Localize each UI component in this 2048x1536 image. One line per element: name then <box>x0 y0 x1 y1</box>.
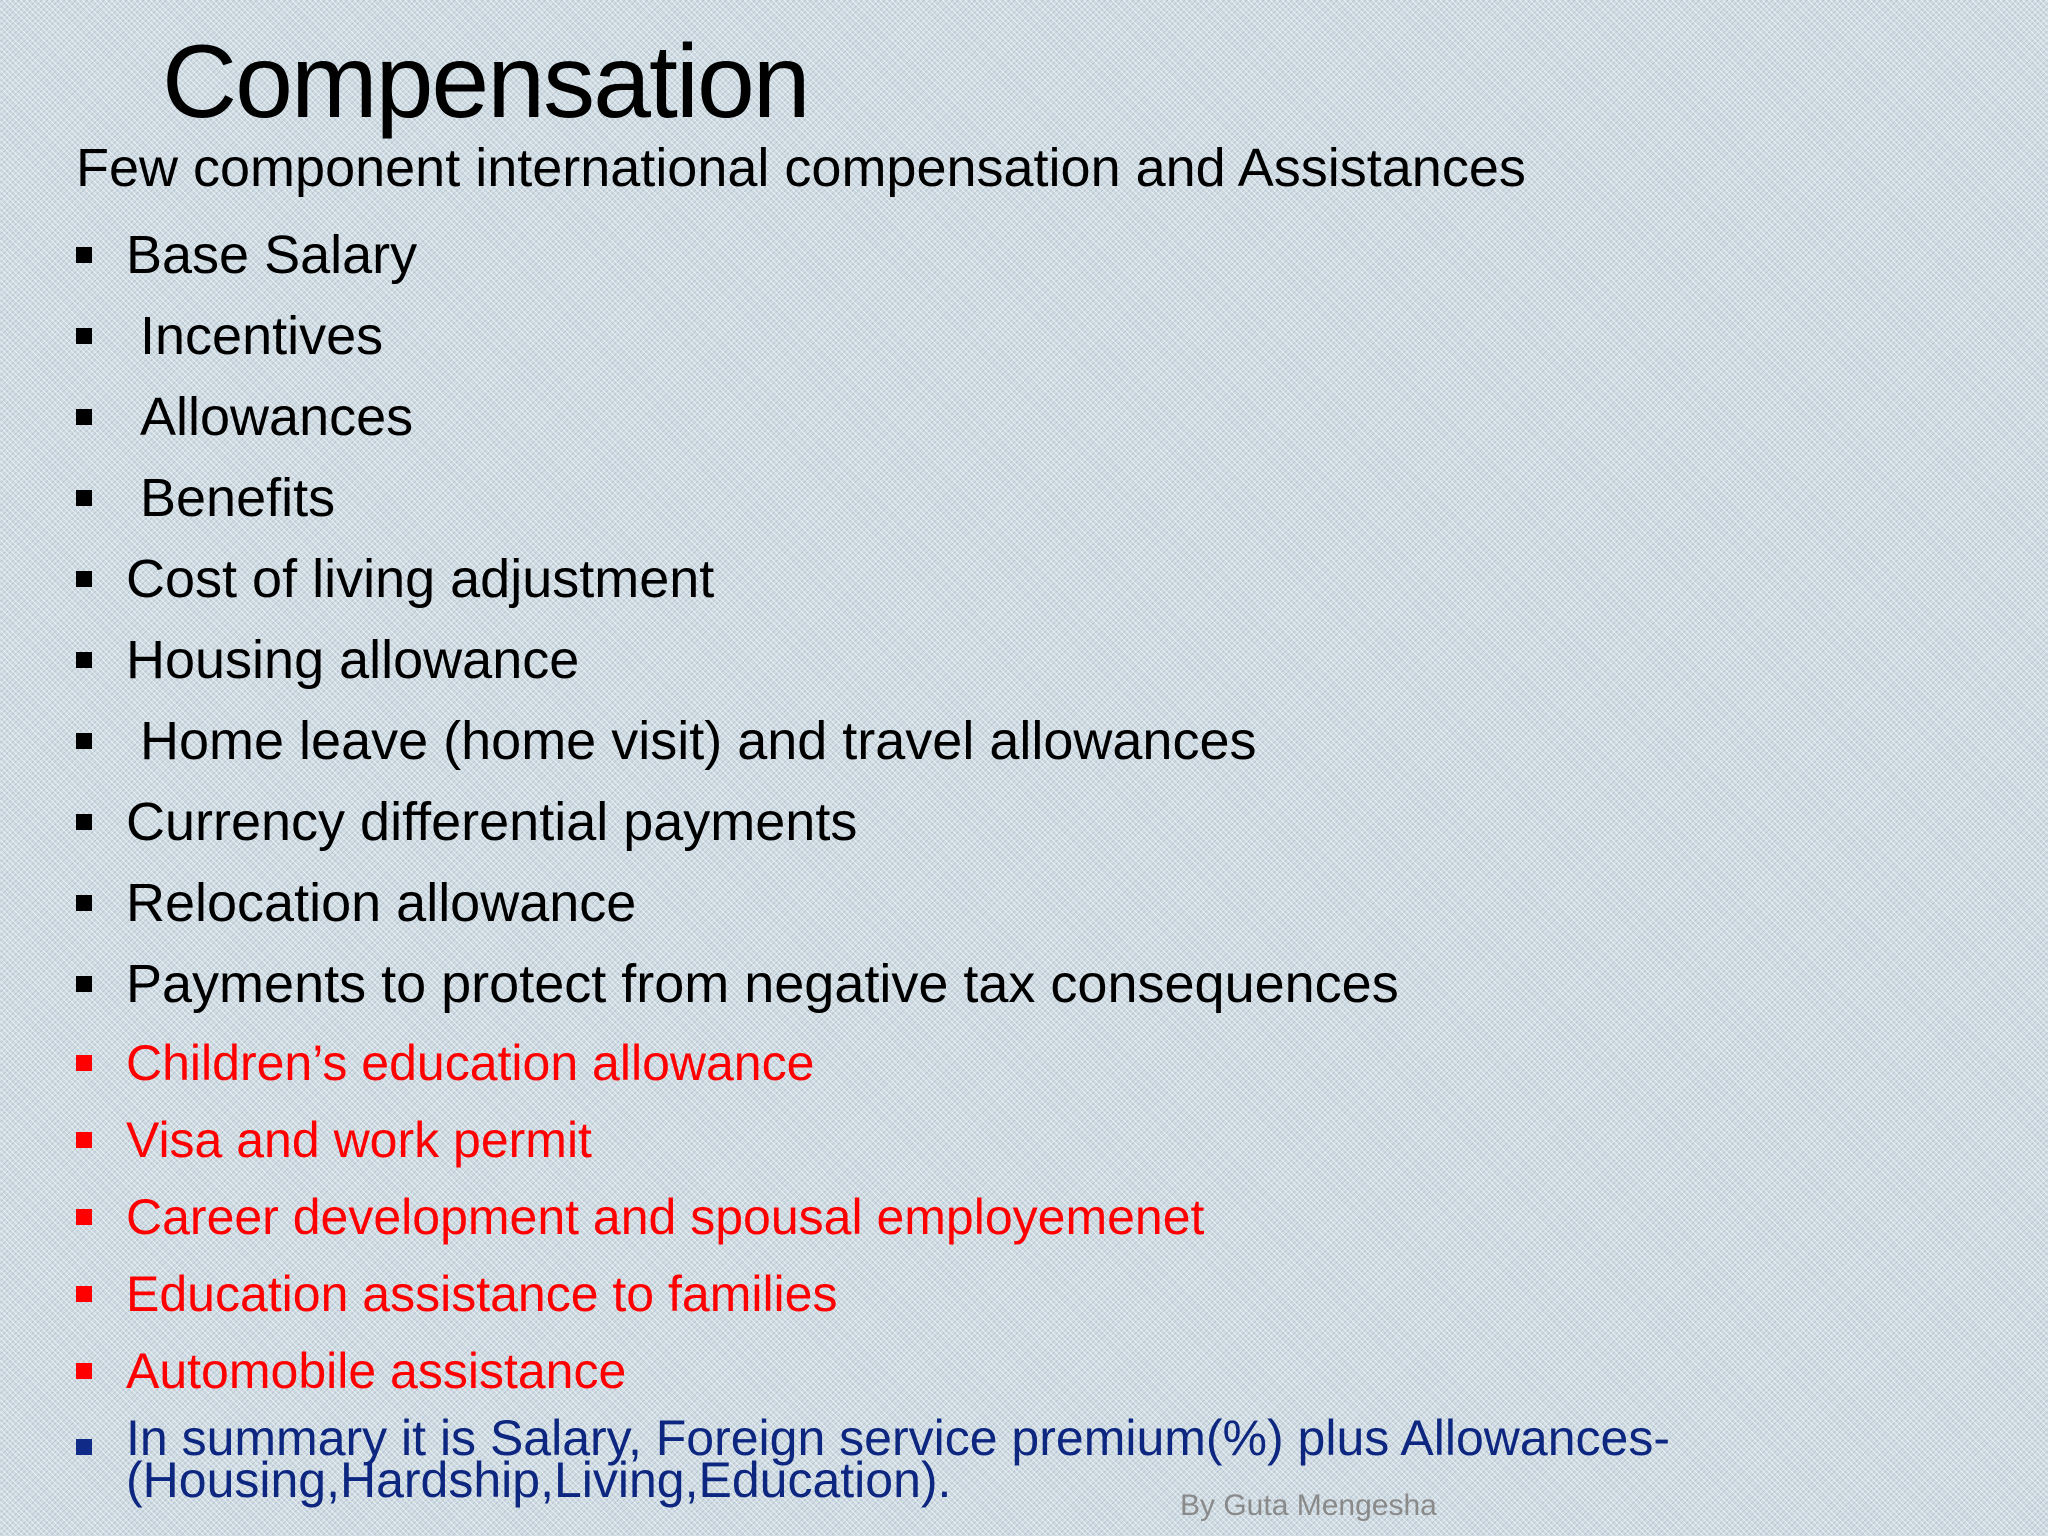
bullet-item-cost-of-living <box>76 538 1976 619</box>
square-bullet-icon <box>76 1055 92 1071</box>
square-bullet-icon <box>76 247 92 263</box>
square-bullet-icon <box>76 1363 92 1379</box>
bullet-text: Payments to protect from negative tax consequences <box>126 953 1399 1014</box>
bullet-item-automobile <box>76 1332 1976 1409</box>
square-bullet-icon <box>76 490 92 506</box>
square-bullet-icon <box>76 652 92 668</box>
bullet-text: Career development and spousal employemenet <box>126 1188 1205 1245</box>
bullet-item-tax-protection <box>76 943 1976 1024</box>
bullet-item-benefits <box>76 457 1976 538</box>
author-credit: By Guta Mengesha <box>1180 1489 1437 1522</box>
bullet-text: Benefits <box>140 467 336 528</box>
bullet-text: Children’s education allowance <box>126 1034 815 1091</box>
bullet-item-currency-differential <box>76 781 1976 862</box>
square-bullet-icon <box>76 733 92 749</box>
bullet-text: Allowances <box>140 386 414 447</box>
bullet-text: Housing allowance <box>126 629 580 690</box>
square-bullet-icon <box>76 976 92 992</box>
bullet-item-relocation <box>76 862 1976 943</box>
bullet-item-career-development <box>76 1178 1976 1255</box>
bullet-text: Home leave (home visit) and travel allowances <box>140 710 1257 771</box>
bullet-item-allowances <box>76 376 1976 457</box>
square-bullet-icon <box>76 328 92 344</box>
slide-intro: Few component international compensation and Assistances <box>76 138 1526 198</box>
bullet-text: Education assistance to families <box>126 1265 838 1322</box>
square-bullet-icon <box>76 409 92 425</box>
bullet-item-visa-permit <box>76 1101 1976 1178</box>
bullet-item-housing <box>76 619 1976 700</box>
square-bullet-icon <box>76 1132 92 1148</box>
square-bullet-icon <box>76 1286 92 1302</box>
bullet-text: Automobile assistance <box>126 1342 627 1399</box>
bullet-item-education-assistance <box>76 1255 1976 1332</box>
square-bullet-icon <box>76 1439 92 1455</box>
bullet-item-incentives <box>76 295 1976 376</box>
bullet-text: Incentives <box>140 305 384 366</box>
bullet-item-base-salary <box>76 214 1976 295</box>
bullet-text: Currency differential payments <box>126 791 858 852</box>
square-bullet-icon <box>76 1209 92 1225</box>
square-bullet-icon <box>76 571 92 587</box>
bullet-item-home-leave <box>76 700 1976 781</box>
square-bullet-icon <box>76 814 92 830</box>
bullet-item-children-education <box>76 1024 1976 1101</box>
summary-text: In summary it is Salary, Foreign service premium(%) plus Allowances-(Housing,Hardship,Living,Education). <box>126 1410 1670 1508</box>
square-bullet-icon <box>76 895 92 911</box>
bullet-text: Visa and work permit <box>126 1111 592 1168</box>
bullet-text: Cost of living adjustment <box>126 548 715 609</box>
bullet-text: Relocation allowance <box>126 872 637 933</box>
slide-title: Compensation <box>162 24 809 140</box>
bullet-text: Base Salary <box>126 224 418 285</box>
